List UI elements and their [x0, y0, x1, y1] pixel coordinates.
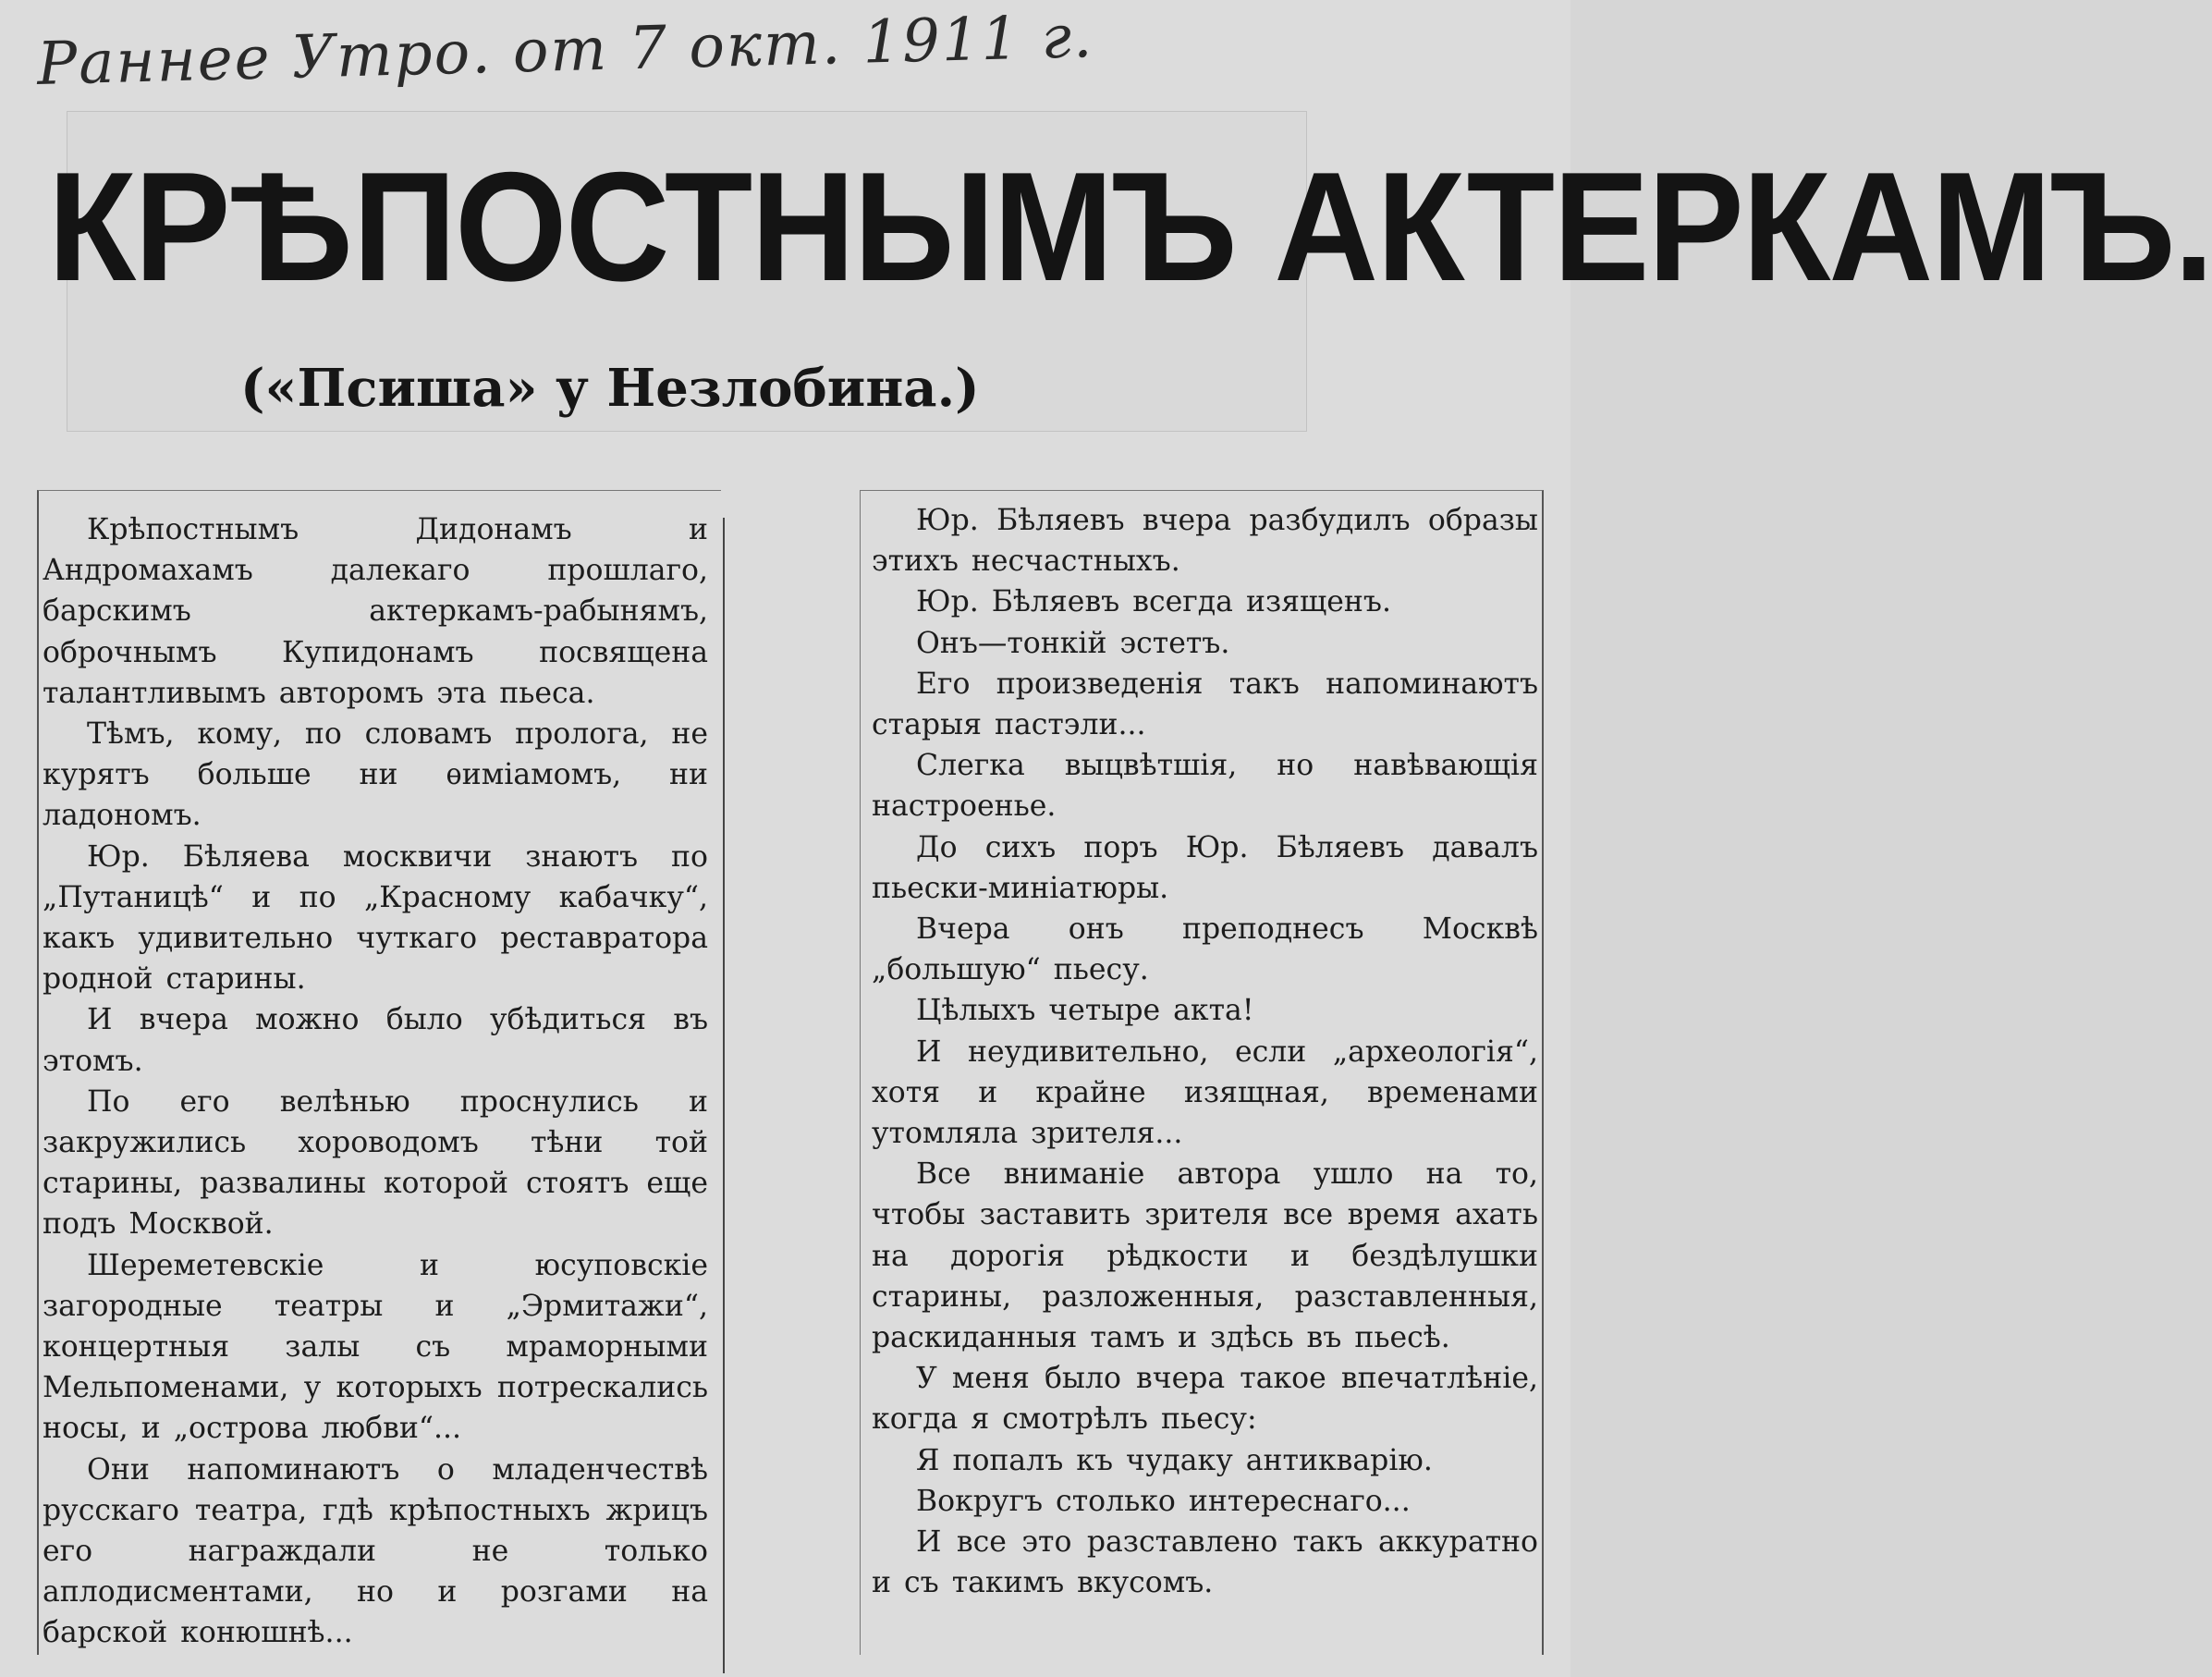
- paragraph: Все вниманіе автора ушло на то, чтобы заставить зрителя все время ахать на дорогія рѣдкости и бездѣлушки старины, разложенныя, разставленныя, раскиданныя тамъ и здѣсь въ пьесѣ.: [872, 1157, 1538, 1355]
- paragraph: И неудивительно, если „археологія“, хотя и крайне изящная, временами утомляла зрителя...: [872, 1034, 1538, 1151]
- paragraph: Слегка выцвѣтшія, но навѣвающія настроенье.: [872, 749, 1538, 824]
- paragraph: Шереметевскіе и юсуповскіе загородные театры и „Эрмитажи“, концертныя залы съ мраморными Мельпоменами, у которыхъ потрескались носы, и „острова любви“...: [43, 1248, 708, 1446]
- paragraph: Они напоминаютъ о младенчествѣ русскаго театра, гдѣ крѣпостныхъ жрицъ его награждали не только аплодисментами, но и розгами на барской конюшнѣ...: [43, 1452, 708, 1650]
- paragraph: Вокругъ столько интереснаго...: [916, 1484, 1411, 1518]
- paragraph: Я попалъ къ чудаку антикварію.: [916, 1443, 1433, 1477]
- paragraph: Юр. Бѣляева москвичи знаютъ по „Путаницѣ“ и по „Красному кабачку“, какъ удивительно чуткаго реставратора родной старины.: [43, 839, 708, 997]
- paragraph: Вчера онъ преподнесъ Москвѣ „большую“ пьесу.: [872, 912, 1538, 987]
- column-divider: [723, 518, 725, 1673]
- paragraph: Его произведенія такъ напоминаютъ старыя пастэли...: [872, 667, 1538, 742]
- paragraph: У меня было вчера такое впечатлѣніе, когда я смотрѣлъ пьесу:: [872, 1362, 1538, 1437]
- article-subtitle: («Псиша» у Незлобина.): [240, 358, 980, 419]
- paragraph: И все это разставлено такъ аккуратно и съ такимъ вкусомъ.: [872, 1525, 1538, 1600]
- paragraph: Тѣмъ, кому, по словамъ пролога, не курятъ больше ни ѳиміамомъ, ни ладономъ.: [43, 717, 708, 833]
- article-title: КРѢПОСТНЫМЪ АКТЕРКАМЪ.: [47, 140, 2212, 313]
- paragraph: По его велѣнью проснулись и закружились хороводомъ тѣни той старины, развалины которой стоятъ еще подъ Москвой.: [43, 1084, 708, 1242]
- paragraph: Онъ—тонкій эстетъ.: [916, 626, 1230, 660]
- paragraph: Цѣлыхъ четыре акта!: [916, 994, 1254, 1028]
- left-column: [37, 490, 721, 1655]
- right-column: [860, 490, 1544, 1655]
- paragraph: Юр. Бѣляевъ всегда изященъ.: [916, 585, 1391, 619]
- paragraph: Юр. Бѣляевъ вчера разбудилъ образы этихъ несчастныхъ.: [872, 504, 1538, 579]
- handwritten-note: Раннее Утро. от 7 окт. 1911 г.: [36, 3, 1095, 99]
- paragraph: Крѣпостнымъ Дидонамъ и Андромахамъ далекаго прошлаго, барскимъ актеркамъ-рабынямъ, оброчнымъ Купидонамъ посвящена талантливымъ авторомъ эта пьеса.: [43, 513, 708, 710]
- paragraph: До сихъ поръ Юр. Бѣляевъ давалъ пьески-миніатюры.: [872, 830, 1538, 905]
- paragraph: И вчера можно было убѣдиться въ этомъ.: [43, 1003, 708, 1078]
